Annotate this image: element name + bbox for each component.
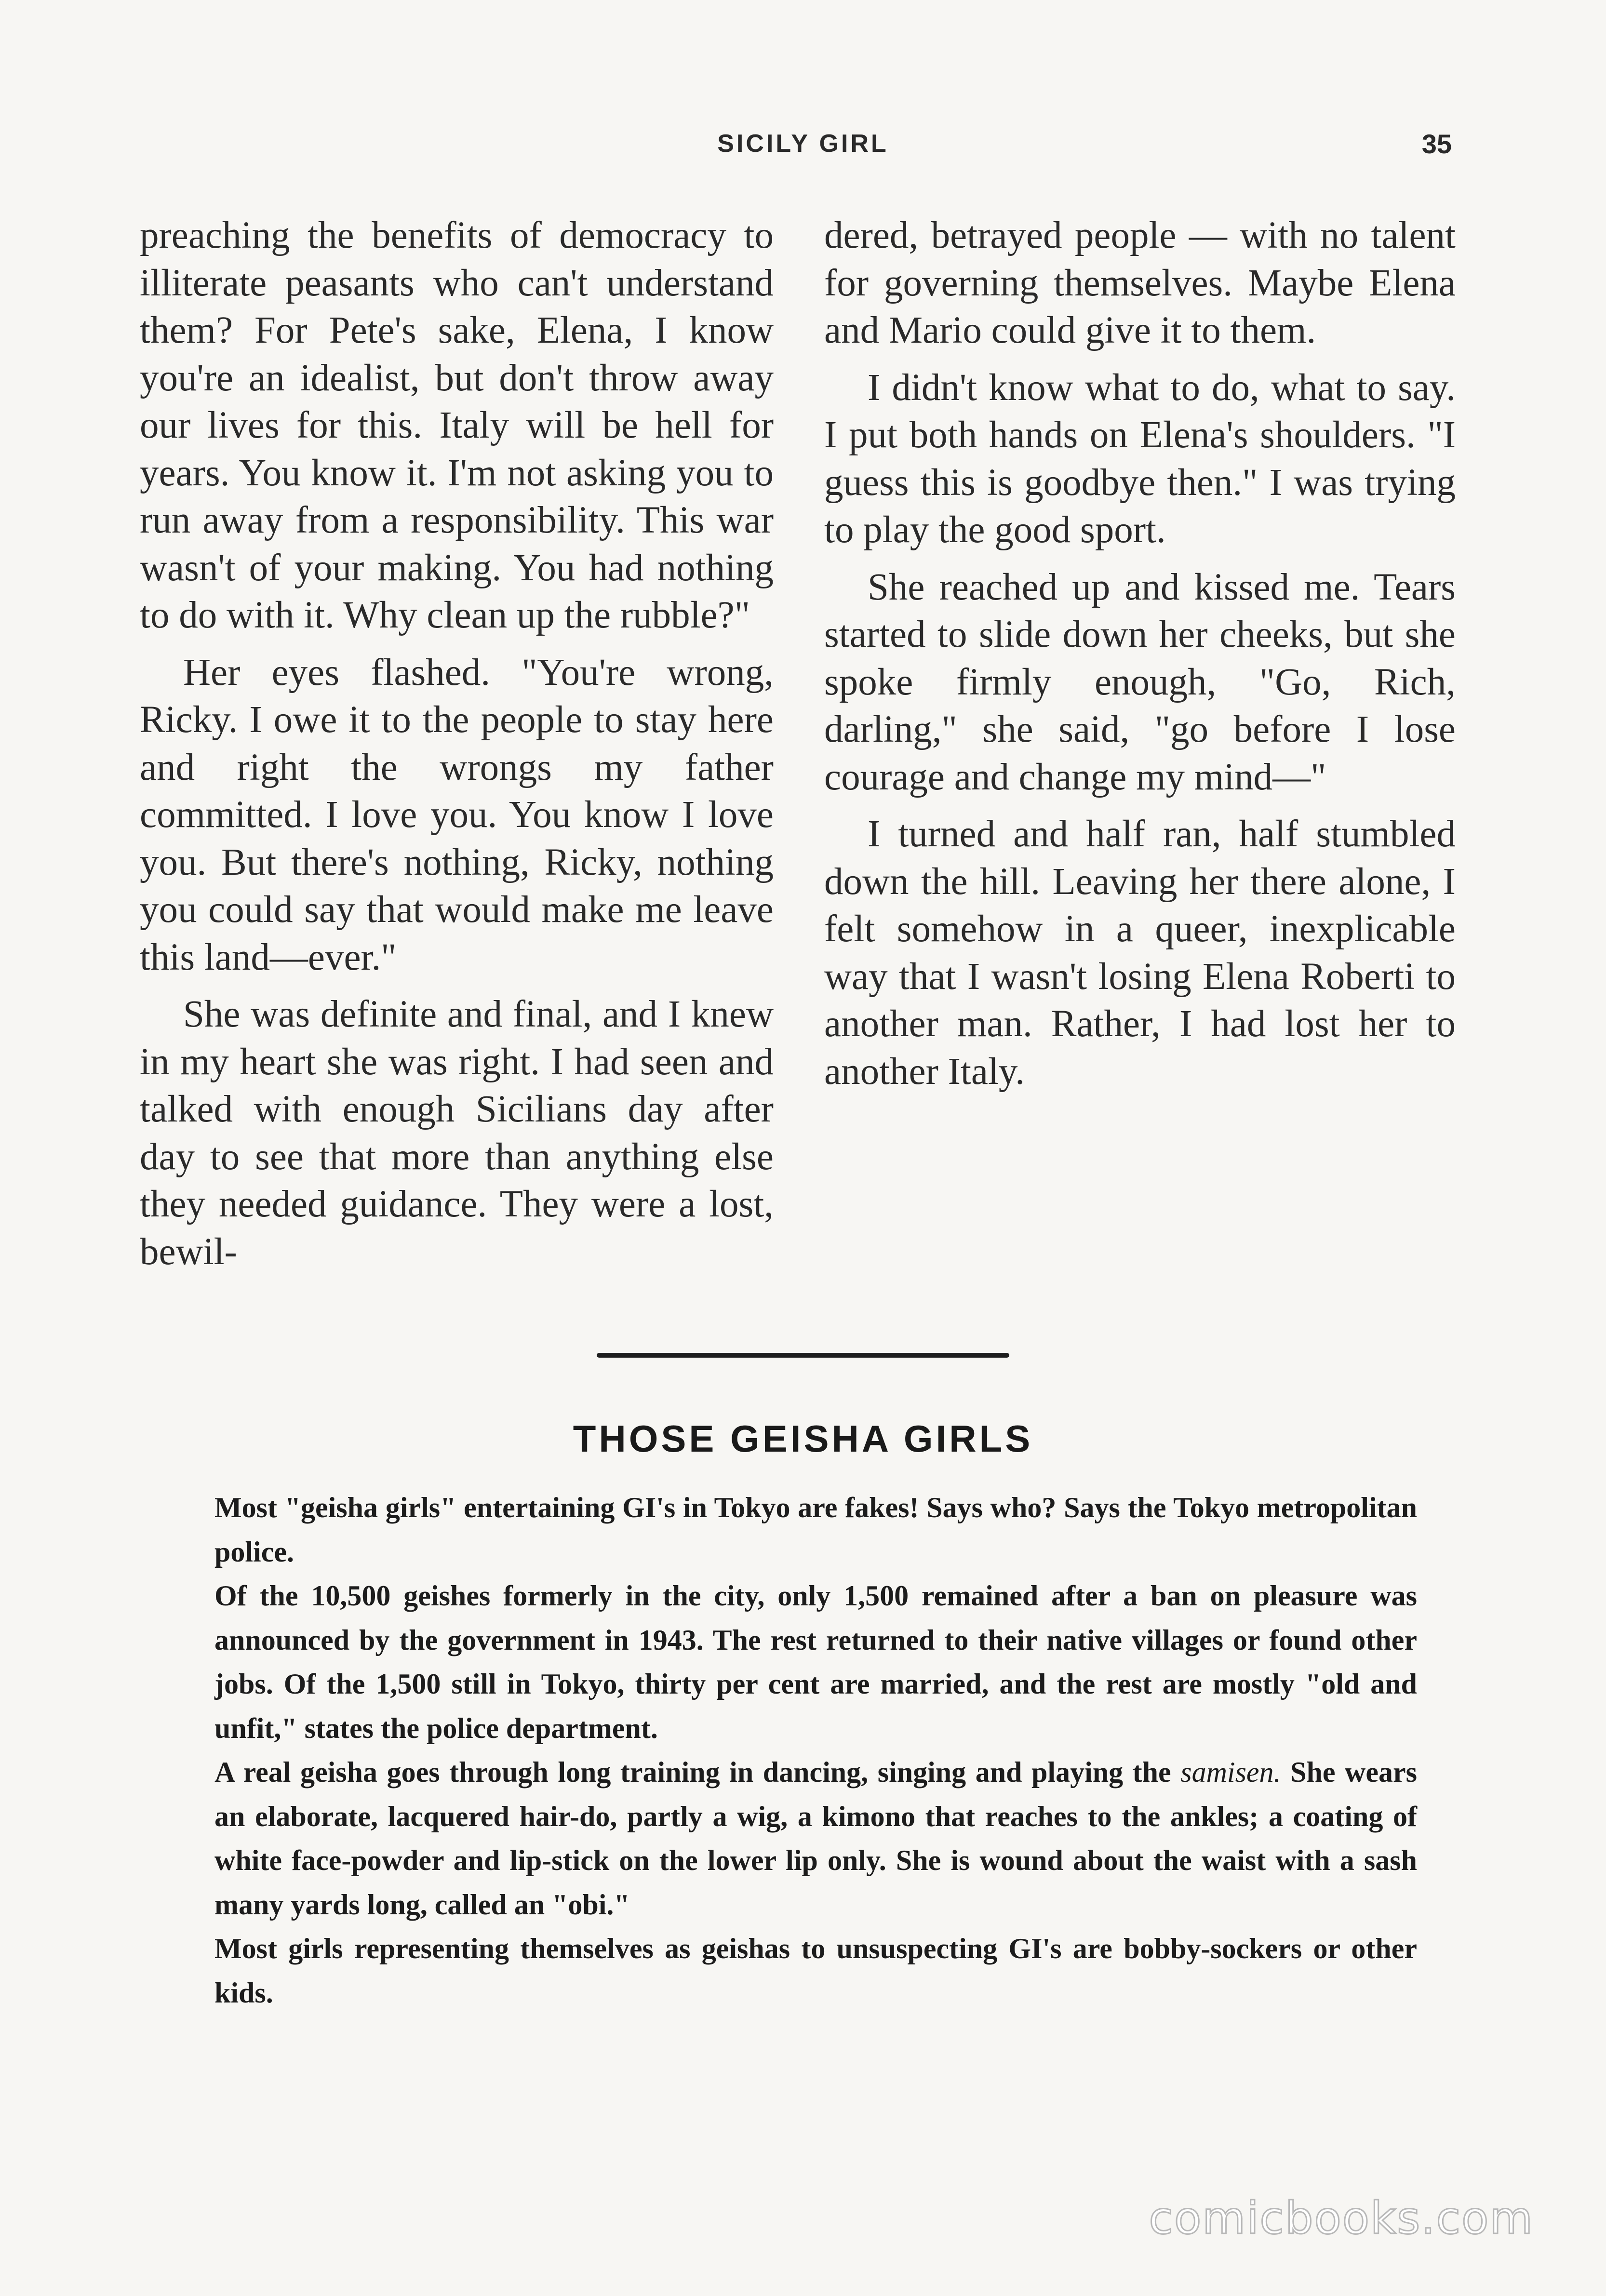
story-paragraph: dered, betrayed people — with no talent for governing themselves. Maybe Elena and Mario could give it to them. <box>824 214 1456 351</box>
watermark: comicbooks.com <box>1149 2192 1534 2244</box>
section-divider <box>597 1353 1009 1358</box>
page-number: 35 <box>1421 129 1452 159</box>
story-right-column <box>824 212 1456 1105</box>
sidebar-italic-term: samisen. <box>1180 1756 1281 1788</box>
sidebar-article <box>214 1486 1417 2015</box>
story-left-column <box>140 212 774 1285</box>
story-paragraph: I turned and half ran, half stumbled down the hill. Leaving her there alone, I felt somehow in a queer, inexplicable way that I wasn't losing Elena Roberti to another man. Rather, I had lost her to another Italy. <box>824 813 1456 1093</box>
sidebar-text: She wears an elaborate, lacquered hair-do, partly a wig, a kimono that reaches to the ankles; a coating of white face-powder and lip-stick on the lower lip only. She is wound about the waist with a sash many yards long, called an "obi." <box>214 1756 1417 1921</box>
sidebar-text: A real geisha goes through long training in dancing, singing and playing the <box>214 1756 1181 1788</box>
sidebar-title: THOSE GEISHA GIRLS <box>573 1417 1033 1460</box>
sidebar-paragraph: Of the 10,500 geishes formerly in the city, only 1,500 remained after a ban on pleasure was announced by the government in 1943. The rest returned to their native villages or found other jobs. Of the 1,500 still in Tokyo, thirty per cent are married, and the rest are mostly "old and unfit," states the police department. <box>214 1580 1417 1744</box>
story-paragraph: preaching the benefits of democracy to illiterate peasants who can't understand them? For Pete's sake, Elena, I know you're an idealist, but don't throw away our lives for this. Italy will be hell for years. You know it. I'm not asking you to run away from a responsibility. This war wasn't of your making. You had nothing to do with it. Why clean up the rubble?" <box>140 214 774 636</box>
sidebar-paragraph: Most girls representing themselves as geishas to unsuspecting GI's are bobby-sockers or other kids. <box>214 1933 1417 2009</box>
story-paragraph: Her eyes flashed. "You're wrong, Ricky. I owe it to the people to stay here and right the wrongs my father committed. I love you. You know I love you. But there's nothing, Ricky, nothing you could say that would make me leave this land—ever." <box>140 651 774 978</box>
story-paragraph: She reached up and kissed me. Tears started to slide down her cheeks, but she spoke firmly enough, "Go, Rich, darling," she said, "go before I lose courage and change my mind—" <box>824 566 1456 798</box>
sidebar-paragraph: Most "geisha girls" entertaining GI's in Tokyo are fakes! Says who? Says the Tokyo metropolitan police. <box>214 1492 1417 1568</box>
sidebar-paragraph <box>214 1750 1417 1927</box>
story-paragraph: She was definite and final, and I knew in my heart she was right. I had seen and talked with enough Sicilians day after day to see that more than anything else they needed guidance. They were a lost, bewil- <box>140 993 774 1273</box>
story-paragraph: I didn't know what to do, what to say. I put both hands on Elena's shoulders. "I guess this is goodbye then." I was trying to play the good sport. <box>824 366 1456 551</box>
running-head: SICILY GIRL <box>717 130 889 158</box>
